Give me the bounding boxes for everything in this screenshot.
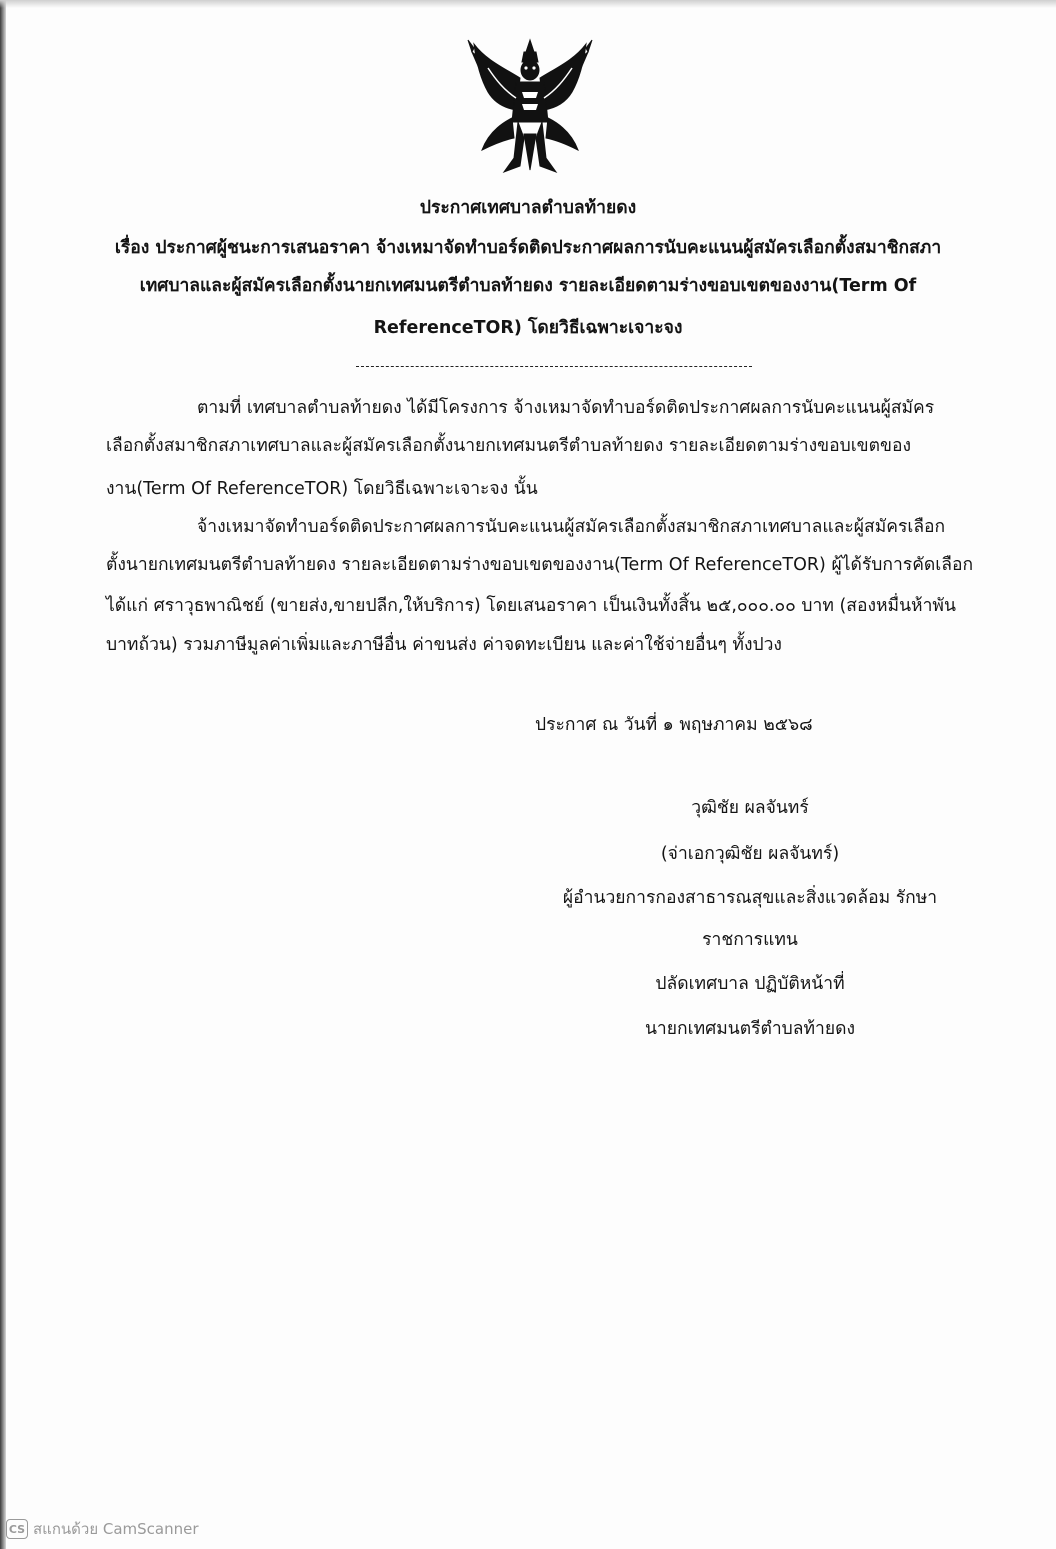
paragraph-2-line-1: จ้างเหมาจัดทำบอร์ดติดประกาศผลการนับคะแนนผู้สมัครเลือกตั้งสมาชิกสภาเทศบาลและผู้สมัครเลือก: [197, 517, 946, 537]
signatory-full-name: (จ่าเอกวุฒิชัย ผลจันทร์): [660, 844, 840, 864]
camscanner-watermark: [6, 1517, 199, 1541]
position-line-2: ราชการแทน: [702, 930, 798, 950]
garuda-emblem-icon: [464, 38, 596, 178]
camscanner-logo-icon: CS: [6, 1519, 28, 1539]
subject-line-2: เทศบาลและผู้สมัครเลือกตั้งนายกเทศมนตรีตำบลท้ายดง รายละเอียดตามร่างขอบเขตของงาน(Term Of: [139, 276, 917, 296]
subject-line-3: ReferenceTOR) โดยวิธีเฉพาะเจาะจง: [373, 318, 683, 338]
position-line-1: ผู้อำนวยการกองสาธารณสุขและสิ่งแวดล้อม รักษา: [562, 888, 938, 908]
scan-shadow-left: [0, 0, 6, 1549]
paragraph-1-line-3: งาน(Term Of ReferenceTOR) โดยวิธีเฉพาะเจาะจง นั้น: [106, 479, 538, 499]
subject-line-1: เรื่อง ประกาศผู้ชนะการเสนอราคา จ้างเหมาจัดทำบอร์ดติดประกาศผลการนับคะแนนผู้สมัครเลือกตั้งสมาชิกสภา: [114, 238, 942, 258]
section-divider: [356, 366, 752, 367]
announcement-date: ประกาศ ณ วันที่ ๑ พฤษภาคม ๒๕๖๘: [535, 715, 813, 735]
position-line-4: นายกเทศมนตรีตำบลท้ายดง: [644, 1019, 856, 1039]
paragraph-1-line-1: ตามที่ เทศบาลตำบลท้ายดง ได้มีโครงการ จ้างเหมาจัดทำบอร์ดติดประกาศผลการนับคะแนนผู้สมัคร: [197, 398, 935, 418]
paragraph-1-line-2: เลือกตั้งสมาชิกสภาเทศบาลและผู้สมัครเลือกตั้งนายกเทศมนตรีตำบลท้ายดง รายละเอียดตามร่างขอบเขตของ: [106, 436, 912, 456]
paragraph-2-line-2: ตั้งนายกเทศมนตรีตำบลท้ายดง รายละเอียดตามร่างขอบเขตของงาน(Term Of ReferenceTOR) ผู้ได้รับการคัดเลือก: [106, 555, 974, 575]
paragraph-2-line-3: ได้แก่ ศราวุธพาณิชย์ (ขายส่ง,ขายปลีก,ให้บริการ) โดยเสนอราคา เป็นเงินทั้งสิ้น ๒๕,๐๐๐.๐๐ บาท (สองหมื่นห้าพัน: [106, 596, 956, 616]
scan-shadow-top: [0, 0, 1056, 8]
position-line-3: ปลัดเทศบาล ปฏิบัติหน้าที่: [655, 974, 845, 994]
announcement-title: ประกาศเทศบาลตำบลท้ายดง: [419, 198, 637, 218]
camscanner-text: สแกนด้วย CamScanner: [33, 1520, 199, 1538]
paragraph-2-line-4: บาทถ้วน) รวมภาษีมูลค่าเพิ่มและภาษีอื่น ค่าขนส่ง ค่าจดทะเบียน และค่าใช้จ่ายอื่นๆ ทั้งปวง: [106, 635, 782, 655]
signed-name: วุฒิชัย ผลจันทร์: [691, 798, 809, 818]
